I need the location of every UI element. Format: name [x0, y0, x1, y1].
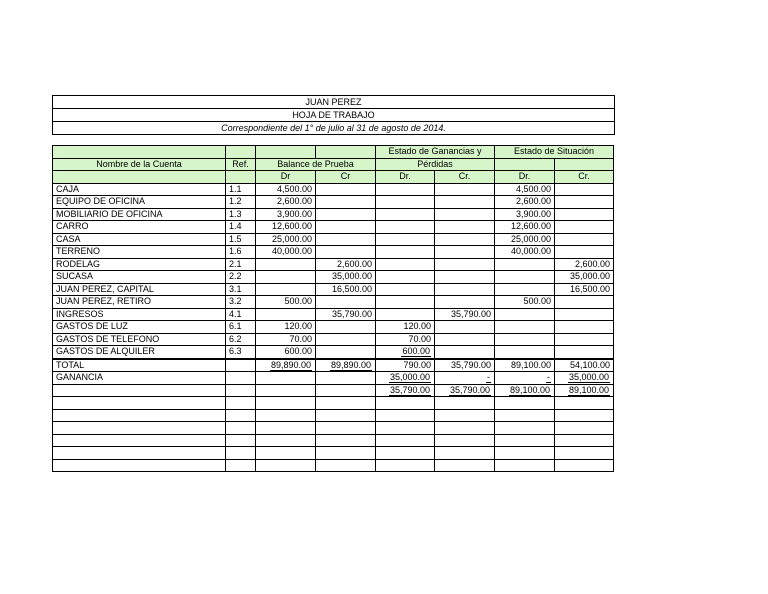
- empty-cell: [226, 397, 256, 410]
- cell-name: INGRESOS: [53, 308, 226, 321]
- cell-bp-cr: 35,790.00: [316, 308, 376, 321]
- cell-name: CASA: [53, 233, 226, 246]
- final-row: [53, 384, 614, 397]
- final-egp-cr-value: 35,790.00: [449, 385, 491, 397]
- cell-es-dr: [495, 346, 555, 359]
- col-bp-dr: Dr: [256, 171, 316, 184]
- empty-cell: [376, 422, 435, 435]
- cell-egp-cr: [435, 333, 495, 346]
- cell-bp-cr: 16,500.00: [316, 283, 376, 296]
- cell-egp-cr: [435, 221, 495, 234]
- ganancia-label: GANANCIA: [53, 372, 226, 385]
- empty-cell: [226, 409, 256, 422]
- cell-es-cr: [555, 246, 614, 259]
- cell-bp-cr: 35,000.00: [316, 271, 376, 284]
- final-es-dr-value: 89,100.00: [509, 385, 551, 397]
- total-bp-dr-value: 89,890.00: [270, 360, 312, 372]
- empty-cell: [495, 459, 555, 472]
- cell-bp-cr: [316, 183, 376, 196]
- cell-es-cr: [555, 183, 614, 196]
- cell-es-cr: [555, 208, 614, 221]
- table-row: [53, 258, 614, 271]
- empty-cell: [226, 459, 256, 472]
- cell-egp-dr: [376, 208, 435, 221]
- empty-cell: [316, 459, 376, 472]
- col-bp-title: Balance de Prueba: [256, 158, 376, 171]
- cell-egp-cr: [435, 296, 495, 309]
- empty-cell: [53, 422, 226, 435]
- table-row: [53, 283, 614, 296]
- worksheet-header: [52, 95, 615, 135]
- cell-es-dr: 3,900.00: [495, 208, 555, 221]
- total-egp-cr: 35,790.00: [435, 359, 495, 372]
- ganancia-egp-dr-value: 35,000.00: [389, 372, 430, 383]
- cell-egp-cr: [435, 346, 495, 359]
- cell-bp-cr: [316, 221, 376, 234]
- empty-row: [53, 447, 614, 460]
- final-egp-dr-value: 35,790.00: [389, 385, 431, 397]
- empty-cell: [435, 447, 495, 460]
- cell-es-cr: 16,500.00: [555, 283, 614, 296]
- cell-egp-dr: [376, 258, 435, 271]
- cell-ref: 6.2: [226, 333, 256, 346]
- empty-cell: [226, 422, 256, 435]
- cell-ref: 1.4: [226, 221, 256, 234]
- empty-cell: [53, 397, 226, 410]
- cell-egp-cr: [435, 321, 495, 334]
- col-es-dr: Dr.: [495, 171, 555, 184]
- total-bp-dr: [256, 359, 316, 372]
- total-es-cr: 54,100.00: [555, 359, 614, 372]
- cell-es-dr: 2,600.00: [495, 196, 555, 209]
- final-bp-cr: [316, 384, 376, 397]
- cell-name: GASTOS DE TELEFONO: [53, 333, 226, 346]
- total-row: [53, 359, 614, 372]
- cell-bp-dr: 25,000.00: [256, 233, 316, 246]
- cell-es-cr: [555, 221, 614, 234]
- cell-es-dr: [495, 308, 555, 321]
- empty-cell: [256, 447, 316, 460]
- empty-cell: [316, 397, 376, 410]
- cell-bp-cr: [316, 346, 376, 359]
- cell-ref: 6.3: [226, 346, 256, 359]
- final-es-dr: [495, 384, 555, 397]
- cell-bp-cr: [316, 321, 376, 334]
- final-egp-cr: [435, 384, 495, 397]
- cell-bp-dr: 40,000.00: [256, 246, 316, 259]
- cell-ref: 3.1: [226, 283, 256, 296]
- cell-ref: 1.2: [226, 196, 256, 209]
- col-es-cr: Cr.: [555, 171, 614, 184]
- empty-cell: [316, 422, 376, 435]
- table-row: [53, 196, 614, 209]
- cell-es-cr: [555, 296, 614, 309]
- empty-cell: [555, 409, 614, 422]
- table-row: [53, 333, 614, 346]
- cell-egp-cr: 35,790.00: [435, 308, 495, 321]
- cell-egp-dr: [376, 283, 435, 296]
- cell-egp-cr: [435, 271, 495, 284]
- ganancia-bp-cr: [316, 372, 376, 385]
- final-egp-dr: [376, 384, 435, 397]
- cell-es-cr: [555, 321, 614, 334]
- col-egp-title: Estado de Ganancias y: [376, 146, 495, 159]
- cell-egp-dr-value: 600.00: [402, 346, 430, 357]
- cell-bp-cr: [316, 246, 376, 259]
- cell-egp-dr: [376, 246, 435, 259]
- cell-es-cr: [555, 346, 614, 359]
- cell-es-cr: [555, 333, 614, 346]
- cell-ref: 1.3: [226, 208, 256, 221]
- table-row: [53, 233, 614, 246]
- worksheet-table: [52, 145, 614, 472]
- ganancia-es-cr: [555, 372, 614, 385]
- cell-es-dr: 500.00: [495, 296, 555, 309]
- cell-bp-cr: [316, 233, 376, 246]
- empty-cell: [316, 409, 376, 422]
- empty-cell: [226, 447, 256, 460]
- cell-es-cr: [555, 196, 614, 209]
- empty-cell: [376, 459, 435, 472]
- ganancia-egp-dr: [376, 372, 435, 385]
- cell-bp-cr: [316, 208, 376, 221]
- cell-ref: 3.2: [226, 296, 256, 309]
- ganancia-ref: [226, 372, 256, 385]
- empty-cell: [555, 459, 614, 472]
- col-egp-cr: Cr.: [435, 171, 495, 184]
- cell-es-dr: 4,500.00: [495, 183, 555, 196]
- col-bp-cr: Cr: [316, 171, 376, 184]
- empty-cell: [53, 434, 226, 447]
- empty-cell: [316, 447, 376, 460]
- cell-bp-dr: 3,900.00: [256, 208, 316, 221]
- table-row: [53, 271, 614, 284]
- cell-es-cr: 2,600.00: [555, 258, 614, 271]
- cell-name: EQUIPO DE OFICINA: [53, 196, 226, 209]
- total-label: TOTAL: [53, 359, 226, 372]
- ganancia-es-cr-value: 35,000.00: [568, 372, 609, 383]
- total-ref: [226, 359, 256, 372]
- cell-bp-dr: [256, 271, 316, 284]
- final-ref: [226, 384, 256, 397]
- cell-ref: 2.1: [226, 258, 256, 271]
- cell-egp-cr: [435, 183, 495, 196]
- empty-cell: [435, 459, 495, 472]
- total-bp-cr-value: 89,890.00: [330, 360, 372, 372]
- table-row: [53, 346, 614, 359]
- cell-bp-dr: 4,500.00: [256, 183, 316, 196]
- empty-cell: [555, 397, 614, 410]
- empty-cell: [53, 409, 226, 422]
- cell-ref: 1.1: [226, 183, 256, 196]
- header-owner: JUAN PEREZ: [53, 96, 614, 109]
- empty-cell: [256, 409, 316, 422]
- total-egp-dr: 790.00: [376, 359, 435, 372]
- cell-name: GASTOS DE LUZ: [53, 321, 226, 334]
- cell-es-dr: 40,000.00: [495, 246, 555, 259]
- cell-es-cr: [555, 233, 614, 246]
- empty-cell: [435, 409, 495, 422]
- empty-cell: [53, 447, 226, 460]
- cell-name: TERRENO: [53, 246, 226, 259]
- cell-egp-cr: [435, 246, 495, 259]
- table-row: [53, 221, 614, 234]
- cell-name: RODELAG: [53, 258, 226, 271]
- empty-row: [53, 459, 614, 472]
- empty-cell: [376, 447, 435, 460]
- header-row-1: [53, 146, 614, 159]
- cell-bp-cr: [316, 296, 376, 309]
- header-row-3: [53, 171, 614, 184]
- table-row: [53, 308, 614, 321]
- cell-bp-dr: 120.00: [256, 321, 316, 334]
- col-name: Nombre de la Cuenta: [53, 158, 226, 171]
- ganancia-egp-cr-value: -: [487, 372, 490, 383]
- empty-row: [53, 409, 614, 422]
- empty-cell: [555, 447, 614, 460]
- empty-cell: [495, 409, 555, 422]
- empty-cell: [376, 434, 435, 447]
- empty-row: [53, 422, 614, 435]
- empty-cell: [256, 434, 316, 447]
- empty-cell: [555, 422, 614, 435]
- cell-es-dr: [495, 258, 555, 271]
- cell-bp-dr: 500.00: [256, 296, 316, 309]
- cell-bp-dr: 600.00: [256, 346, 316, 359]
- cell-egp-cr: [435, 233, 495, 246]
- cell-bp-cr: [316, 333, 376, 346]
- cell-es-dr: [495, 333, 555, 346]
- cell-egp-dr: [376, 183, 435, 196]
- cell-bp-cr: 2,600.00: [316, 258, 376, 271]
- final-bp-dr: [256, 384, 316, 397]
- cell-name: JUAN PEREZ, RETIRO: [53, 296, 226, 309]
- cell-es-dr: 12,600.00: [495, 221, 555, 234]
- empty-cell: [435, 422, 495, 435]
- empty-cell: [256, 397, 316, 410]
- cell-es-cr: [555, 308, 614, 321]
- cell-ref: 1.5: [226, 233, 256, 246]
- ganancia-row: [53, 372, 614, 385]
- cell-egp-dr: [376, 308, 435, 321]
- cell-bp-cr: [316, 196, 376, 209]
- final-es-cr: [555, 384, 614, 397]
- empty-row: [53, 397, 614, 410]
- cell-ref: 2.2: [226, 271, 256, 284]
- empty-cell: [226, 434, 256, 447]
- table-row: [53, 183, 614, 196]
- col-egp-dr: Dr.: [376, 171, 435, 184]
- empty-cell: [435, 397, 495, 410]
- cell-egp-dr: 120.00: [376, 321, 435, 334]
- cell-bp-dr: 2,600.00: [256, 196, 316, 209]
- empty-cell: [256, 459, 316, 472]
- cell-bp-dr: [256, 308, 316, 321]
- cell-egp-dr: [376, 233, 435, 246]
- cell-egp-cr: [435, 258, 495, 271]
- total-es-dr: 89,100.00: [495, 359, 555, 372]
- cell-name: CARRO: [53, 221, 226, 234]
- cell-egp-cr: [435, 208, 495, 221]
- cell-egp-dr: 70.00: [376, 333, 435, 346]
- ganancia-egp-cr: [435, 372, 495, 385]
- empty-cell: [376, 409, 435, 422]
- col-egp-title-2: Pérdidas: [376, 158, 495, 171]
- cell-es-dr: [495, 283, 555, 296]
- cell-es-dr: [495, 321, 555, 334]
- cell-es-cr: 35,000.00: [555, 271, 614, 284]
- empty-cell: [53, 459, 226, 472]
- empty-cell: [495, 422, 555, 435]
- table-row: [53, 208, 614, 221]
- empty-cell: [555, 434, 614, 447]
- cell-bp-dr: 70.00: [256, 333, 316, 346]
- cell-egp-cr: [435, 283, 495, 296]
- table-row: [53, 296, 614, 309]
- final-es-cr-value: 89,100.00: [568, 385, 610, 397]
- empty-cell: [435, 434, 495, 447]
- empty-cell: [495, 434, 555, 447]
- header-period: Correspondiente del 1° de julio al 31 de agosto de 2014.: [221, 123, 446, 133]
- col-ref: Ref.: [226, 158, 256, 171]
- cell-bp-dr: [256, 258, 316, 271]
- cell-egp-dr: [376, 346, 435, 359]
- empty-cell: [495, 397, 555, 410]
- table-row: [53, 321, 614, 334]
- table-row: [53, 246, 614, 259]
- empty-cell: [256, 422, 316, 435]
- cell-name: MOBILIARIO DE OFICINA: [53, 208, 226, 221]
- cell-egp-dr: [376, 196, 435, 209]
- empty-cell: [495, 447, 555, 460]
- cell-name: SUCASA: [53, 271, 226, 284]
- ganancia-es-dr: [495, 372, 555, 385]
- cell-egp-dr: [376, 271, 435, 284]
- empty-cell: [316, 434, 376, 447]
- total-bp-cr: [316, 359, 376, 372]
- cell-egp-dr: [376, 296, 435, 309]
- ganancia-es-dr-value: -: [547, 372, 550, 383]
- cell-name: CAJA: [53, 183, 226, 196]
- cell-bp-dr: [256, 283, 316, 296]
- cell-egp-cr: [435, 196, 495, 209]
- cell-es-dr: 25,000.00: [495, 233, 555, 246]
- header-title: HOJA DE TRABAJO: [53, 109, 614, 122]
- col-es-title: Estado de Situación: [495, 146, 614, 159]
- header-row-2: [53, 158, 614, 171]
- cell-bp-dr: 12,600.00: [256, 221, 316, 234]
- cell-ref: 4.1: [226, 308, 256, 321]
- cell-ref: 1.6: [226, 246, 256, 259]
- cell-name: JUAN PEREZ, CAPITAL: [53, 283, 226, 296]
- final-label: [53, 384, 226, 397]
- empty-row: [53, 434, 614, 447]
- cell-egp-dr: [376, 221, 435, 234]
- ganancia-bp-dr: [256, 372, 316, 385]
- empty-cell: [376, 397, 435, 410]
- cell-ref: 6.1: [226, 321, 256, 334]
- cell-es-dr: [495, 271, 555, 284]
- cell-name: GASTOS DE ALQUILER: [53, 346, 226, 359]
